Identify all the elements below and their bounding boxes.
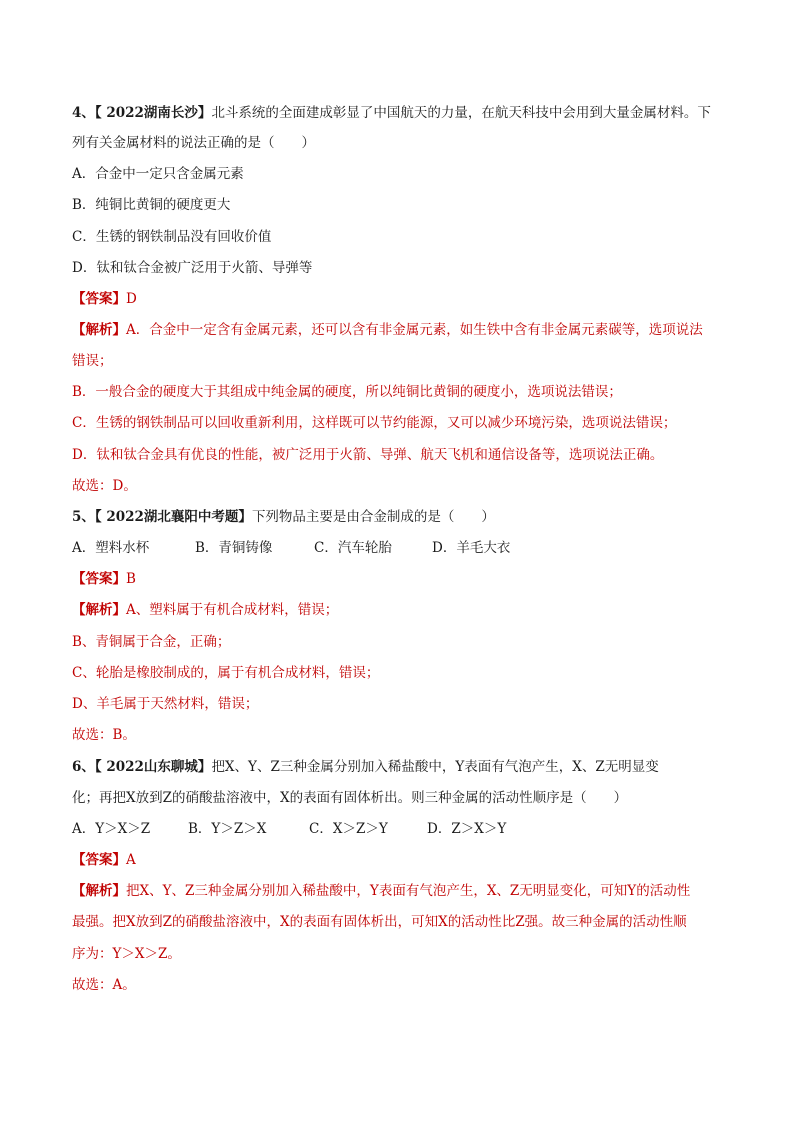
question-4-analysis-line5: D．钛和钛合金具有优良的性能，被广泛用于火箭、导弹、航天飞机和通信设备等，选项说法正确。 (72, 447, 664, 463)
question-6-stem-line1 (72, 757, 724, 777)
analysis-text: A．合金中一定含有金属元素，还可以含有非金属元素，如生铁中含有非金属元素碳等，选项说法 (126, 322, 703, 338)
question-4-analysis-line3: B．一般合金的硬度大于其组成中纯金属的硬度，所以纯铜比黄铜的硬度小，选项说法错误； (72, 384, 622, 400)
question-4-option-c: C．生锈的钢铁制品没有回收价值 (72, 229, 272, 245)
question-6-conclusion: 故选：A。 (72, 977, 136, 993)
question-5-analysis-line1 (72, 600, 724, 620)
answer-value: A (126, 852, 136, 868)
question-4-option-a: A．合金中一定只含金属元素 (72, 166, 244, 182)
question-5-analysis-line3: C、轮胎是橡胶制成的，属于有机合成材料，错误； (72, 665, 380, 681)
question-4-analysis-line2: 错误； (72, 353, 113, 369)
question-6-option-c: C．X＞Z＞Y (309, 821, 388, 837)
question-5-option-b: B．青铜铸像 (195, 540, 273, 556)
question-6-option-d: D．Z＞X＞Y (427, 821, 507, 837)
question-4-option-b: B．纯铜比黄铜的硬度更大 (72, 197, 231, 213)
question-6-option-b: B．Y＞Z＞X (188, 821, 267, 837)
question-5-analysis-line2: B、青铜属于合金，正确； (72, 634, 231, 650)
question-4-stem-line2: 列有关金属材料的说法正确的是（ ） (72, 135, 315, 151)
question-4-analysis-line1 (72, 320, 724, 340)
question-6-analysis-line1 (72, 881, 724, 901)
question-4-analysis-line4: C．生锈的钢铁制品可以回收重新利用，这样既可以节约能源，又可以减少环境污染，选项说法错误； (72, 415, 677, 431)
question-6-analysis-line3: 序为：Y＞X＞Z。 (72, 946, 181, 962)
question-4-answer (72, 289, 724, 309)
question-source: 【 2022湖南长沙】 (94, 105, 212, 121)
question-source: 【 2022湖北襄阳中考题】 (94, 509, 252, 525)
answer-label: 【答案】 (72, 291, 126, 307)
question-5-answer (72, 569, 724, 589)
question-5-option-d: D．羊毛大衣 (432, 540, 511, 556)
answer-value: B (126, 571, 136, 587)
question-5-option-a: A．塑料水杯 (72, 540, 150, 556)
analysis-text: A、塑料属于有机合成材料，错误； (126, 602, 339, 618)
question-4-stem-line1 (72, 103, 724, 123)
question-6-stem-line2: 化；再把X放到Z的硝酸盐溶液中，X的表面有固体析出。则三种金属的活动性顺序是（ ） (72, 790, 628, 806)
analysis-label: 【解析】 (72, 322, 126, 338)
question-5-option-c: C．汽车轮胎 (314, 540, 392, 556)
question-number: 5、 (72, 509, 95, 525)
question-5-stem-line1 (72, 507, 724, 527)
question-source: 【 2022山东聊城】 (94, 759, 212, 775)
question-4-option-d: D．钛和钛合金被广泛用于火箭、导弹等 (72, 260, 313, 276)
question-5-conclusion: 故选：B。 (72, 727, 136, 743)
question-4-conclusion: 故选：D。 (72, 478, 137, 494)
question-stem: 北斗系统的全面建成彰显了中国航天的力量，在航天科技中会用到大量金属材料。下 (211, 105, 711, 121)
analysis-text: 把X、Y、Z三种金属分别加入稀盐酸中，Y表面有气泡产生，X、Z无明显变化，可知Y的活动性 (126, 883, 691, 899)
question-6-option-a: A．Y＞X＞Z (72, 821, 151, 837)
question-number: 6、 (72, 759, 95, 775)
question-6-answer (72, 850, 724, 870)
question-5-analysis-line4: D、羊毛属于天然材料，错误； (72, 696, 259, 712)
question-5-options (72, 538, 724, 558)
question-stem: 把X、Y、Z三种金属分别加入稀盐酸中，Y表面有气泡产生，X、Z无明显变 (211, 759, 659, 775)
answer-label: 【答案】 (72, 852, 126, 868)
analysis-label: 【解析】 (72, 602, 126, 618)
answer-value: D (126, 291, 137, 307)
question-6-options (72, 819, 724, 839)
question-number: 4、 (72, 105, 95, 121)
answer-label: 【答案】 (72, 571, 126, 587)
analysis-label: 【解析】 (72, 883, 126, 899)
question-stem: 下列物品主要是由合金制成的是（ ） (251, 509, 495, 525)
question-6-analysis-line2: 最强。把X放到Z的硝酸盐溶液中，X的表面有固体析出，可知X的活动性比Z强。故三种金属的活动性顺 (72, 914, 687, 930)
